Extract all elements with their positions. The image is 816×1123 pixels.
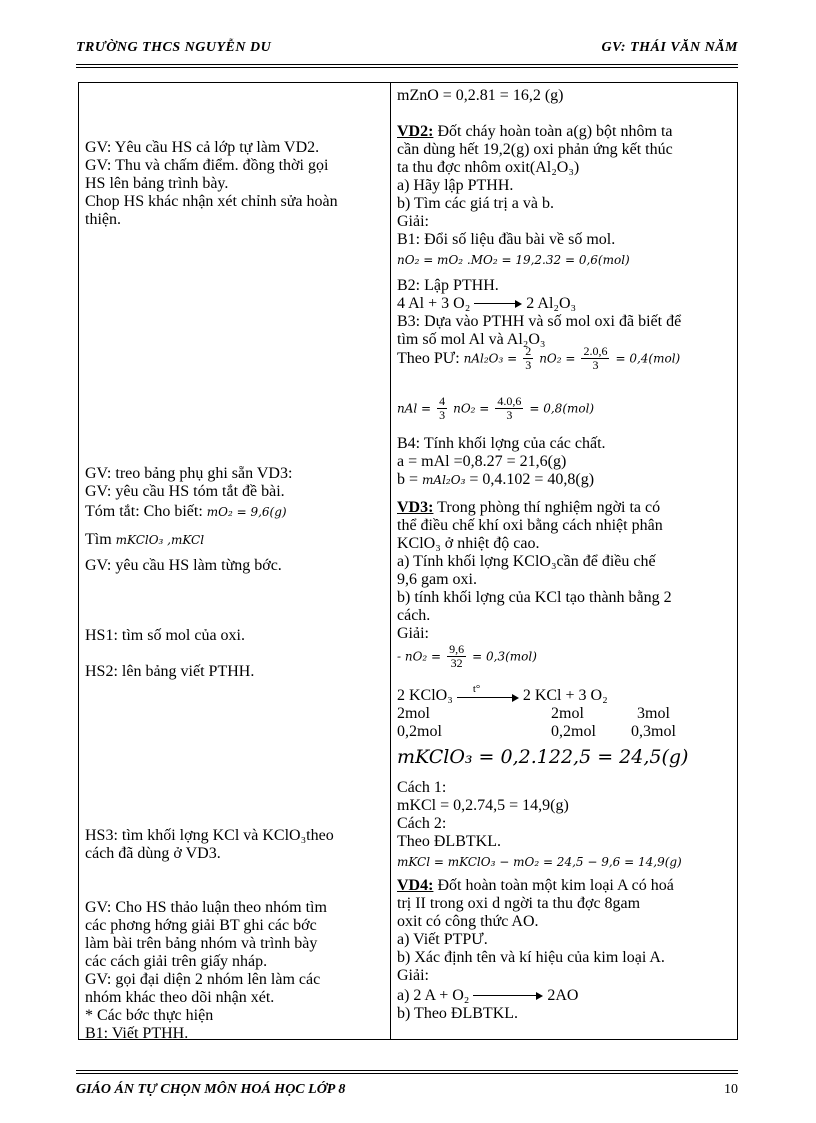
- fraction: [581, 345, 609, 372]
- mole-value: 3mol: [637, 705, 670, 722]
- fraction: [523, 345, 533, 372]
- text-line: nhóm khác theo dõi nhận xét.: [85, 989, 275, 1006]
- text-line: B1: Viết PTHH.: [85, 1025, 189, 1039]
- text-line: GV: yêu cầu HS tóm tắt đề bài.: [85, 483, 285, 500]
- text-line: B1: Đổi số liệu đầu bài về số mol.: [397, 231, 616, 248]
- text-line: B3: Dựa vào PTHH và số mol oxi đã biết để: [397, 313, 682, 330]
- numerator: 4: [439, 394, 446, 408]
- fraction: [495, 395, 523, 422]
- fraction-lhs: nAl =: [397, 401, 432, 416]
- example-label: VD3:: [397, 499, 434, 516]
- text-line: Giải:: [397, 625, 429, 642]
- text-line: a = mAl =0,8.27 = 21,6(g): [397, 453, 567, 470]
- equation-right: 2AO: [547, 987, 579, 1004]
- text-line: HS3: tìm khối lợng KCl và KClO₃theo: [85, 827, 334, 844]
- text-line: Giải:: [397, 213, 429, 230]
- example-text: Đốt cháy hoàn toàn a(g) bột nhôm ta: [433, 123, 673, 140]
- text-line: cách.: [397, 607, 431, 624]
- text-line: * Các bớc thực hiện: [85, 1007, 214, 1024]
- mole-value: 2mol: [397, 705, 430, 722]
- text-line: a) Tính khối lợng KClO₃cần để điều chế: [397, 553, 656, 570]
- text-line: 9,6 gam oxi.: [397, 571, 477, 588]
- text-line: làm bài trên bảng nhóm và trình bày: [85, 935, 318, 952]
- fraction-rhs: = 0,3(mol): [472, 649, 537, 664]
- formula-line: nO₂ = mO₂ .MO₂ = 19,2.32 = 0,6(mol): [397, 253, 630, 267]
- footer-title: GIÁO ÁN TỰ CHỌN MÔN HOÁ HỌC LỚP 8: [76, 1082, 346, 1097]
- numerator: 4.0,6: [497, 394, 522, 408]
- equation-line: [397, 295, 576, 313]
- text-line: HS2: lên bảng viết PTHH.: [85, 663, 255, 680]
- fraction-line: [397, 643, 537, 670]
- text-line: b) Tìm các giá trị a và b.: [397, 195, 554, 212]
- text-line: HS1: tìm số mol của oxi.: [85, 627, 245, 644]
- fraction-lhs: - nO₂ =: [397, 649, 442, 664]
- header-rule-2: [76, 67, 738, 68]
- example-3-line: [397, 499, 660, 517]
- denominator: 3: [592, 358, 599, 372]
- fraction-rhs: = 0,8(mol): [529, 401, 595, 416]
- equation-left: a) 2 A + O₂: [397, 987, 470, 1004]
- school-name: TRƯỜNG THCS NGUYỄN DU: [76, 40, 272, 55]
- numerator: 2: [525, 344, 532, 358]
- mole-value: 0,3mol: [631, 723, 676, 740]
- teacher-name: GV: THÁI VĂN NĂM: [601, 40, 738, 55]
- fraction-label: Theo PƯ:: [397, 349, 460, 367]
- text-line: cách đã dùng ở VD3.: [85, 845, 221, 862]
- denominator: 3: [525, 358, 532, 372]
- teacher-activities-column: [85, 83, 385, 1039]
- mole-value: 2mol: [551, 705, 584, 722]
- footer-rule-2: [76, 1073, 738, 1074]
- content-column: [397, 83, 735, 1039]
- text-line: tìm số mol Al và Al₂O₃: [397, 331, 546, 348]
- text-line: thể điều chế khí oxi bằng cách nhiệt phân: [397, 517, 663, 534]
- text-line: B4: Tính khối lợng của các chất.: [397, 435, 606, 452]
- fraction-line: [397, 395, 594, 422]
- numerator: 9,6: [449, 642, 465, 656]
- text-line: oxit có công thức AO.: [397, 913, 539, 930]
- text-line: mKCl = 0,2.74,5 = 14,9(g): [397, 797, 569, 814]
- denominator: 32: [450, 656, 463, 670]
- mass-formula: mAl₂O₃: [422, 473, 466, 487]
- denominator: 3: [439, 408, 446, 422]
- lesson-table: [78, 82, 738, 1040]
- example-2-line: [397, 123, 672, 141]
- big-formula: mKClO₃ = 0,2.122,5 = 24,5(g): [397, 746, 689, 768]
- example-4-line: [397, 877, 674, 895]
- fraction-rhs: = 0,4(mol): [615, 351, 681, 366]
- mass-line: [397, 471, 594, 489]
- text-line: b) Theo ĐLBTKL.: [397, 1005, 519, 1022]
- text-line: b) tính khối lợng của KCl tạo thành bằng 2: [397, 589, 672, 606]
- reaction-arrow-icon: [474, 300, 522, 308]
- text-line: GV: treo bảng phụ ghi sẵn VD3:: [85, 465, 293, 482]
- text-line: Giải:: [397, 967, 429, 984]
- reaction-arrow-wrap: [457, 683, 519, 704]
- find-formula: mKClO₃ ,mKCl: [115, 533, 205, 547]
- find-line: [85, 531, 204, 549]
- text-line: Chop HS khác nhận xét chỉnh sửa hoàn: [85, 193, 338, 210]
- page-footer: [76, 1082, 738, 1098]
- summary-line: [85, 503, 287, 521]
- text-line: HS lên bảng trình bày.: [85, 175, 229, 192]
- summary-label: Tóm tắt: Cho biết:: [85, 503, 203, 520]
- text-line: Cách 2:: [397, 815, 447, 832]
- reaction-arrow-icon: [457, 694, 519, 702]
- header-rule: [76, 64, 738, 65]
- example-label: VD4:: [397, 877, 434, 894]
- numerator: 2.0,6: [583, 344, 608, 358]
- text-line: ta thu đợc nhôm oxit(Al₂O₃): [397, 159, 580, 176]
- page-number: 10: [724, 1082, 738, 1097]
- fraction-mid: nO₂ =: [539, 351, 576, 366]
- text-line: GV: yêu cầu HS làm từng bớc.: [85, 557, 282, 574]
- text-line: a) Hãy lập PTHH.: [397, 177, 514, 194]
- text-line: cần dùng hết 19,2(g) oxi phản ứng kết thúc: [397, 141, 673, 158]
- equation-line: [397, 683, 608, 705]
- text-line: a) Viết PTPƯ.: [397, 931, 488, 948]
- example-text: Trong phòng thí nghiệm ngời ta có: [433, 499, 661, 516]
- example-text: Đốt hoàn toàn một kim loại A có hoá: [433, 877, 674, 894]
- mass-pre: b =: [397, 471, 419, 488]
- text-line: GV: Yêu cầu HS cả lớp tự làm VD2.: [85, 139, 320, 156]
- text-line: Theo ĐLBTKL.: [397, 833, 501, 850]
- footer-rule: [76, 1070, 738, 1071]
- mole-value: 0,2mol: [551, 723, 596, 740]
- formula-line: mKCl = mKClO₃ − mO₂ = 24,5 − 9,6 = 14,9(g): [397, 855, 682, 869]
- text-line: các cách giải trên giấy nháp.: [85, 953, 268, 970]
- summary-formula: mO₂ = 9,6(g): [206, 505, 287, 519]
- text-line: b) Xác định tên và kí hiệu của kim loại A.: [397, 949, 665, 966]
- text-line: Cách 1:: [397, 779, 447, 796]
- mole-value: 0,2mol: [397, 723, 442, 740]
- equation-right: 2 Al₂O₃: [526, 295, 577, 312]
- reaction-arrow-icon: [473, 992, 543, 1000]
- fraction-mid: nO₂ =: [453, 401, 490, 416]
- text-line: GV: Cho HS thảo luận theo nhóm tìm: [85, 899, 327, 916]
- equation-line: [397, 987, 578, 1005]
- reaction-condition: t°: [472, 683, 481, 696]
- fraction-lhs: nAl₂O₃ =: [463, 351, 518, 366]
- example-label: VD2:: [397, 123, 434, 140]
- text-line: GV: gọi đại diện 2 nhóm lên làm các: [85, 971, 321, 988]
- text-line: GV: Thu và chấm điểm. đồng thời gọi: [85, 157, 329, 174]
- text-line: KClO₃ ở nhiệt độ cao.: [397, 535, 540, 552]
- equation-left: 4 Al + 3 O₂: [397, 295, 471, 312]
- fraction: [447, 643, 466, 670]
- text-line: thiện.: [85, 211, 121, 228]
- denominator: 3: [506, 408, 513, 422]
- equation-left: 2 KClO₃: [397, 687, 453, 704]
- equation-right: 2 KCl + 3 O₂: [522, 687, 608, 704]
- column-divider: [390, 83, 391, 1039]
- mass-post: = 0,4.102 = 40,8(g): [469, 471, 595, 488]
- text-line: trị II trong oxi d ngời ta thu đợc 8gam: [397, 895, 641, 912]
- page-header: [76, 40, 738, 62]
- find-label: Tìm: [85, 531, 112, 548]
- text-line: các phơng hớng giải BT ghi các bớc: [85, 917, 317, 934]
- text-line: B2: Lập PTHH.: [397, 277, 499, 294]
- fraction-line: [397, 345, 680, 372]
- fraction: [437, 395, 447, 422]
- formula-line: mZnO = 0,2.81 = 16,2 (g): [397, 87, 564, 104]
